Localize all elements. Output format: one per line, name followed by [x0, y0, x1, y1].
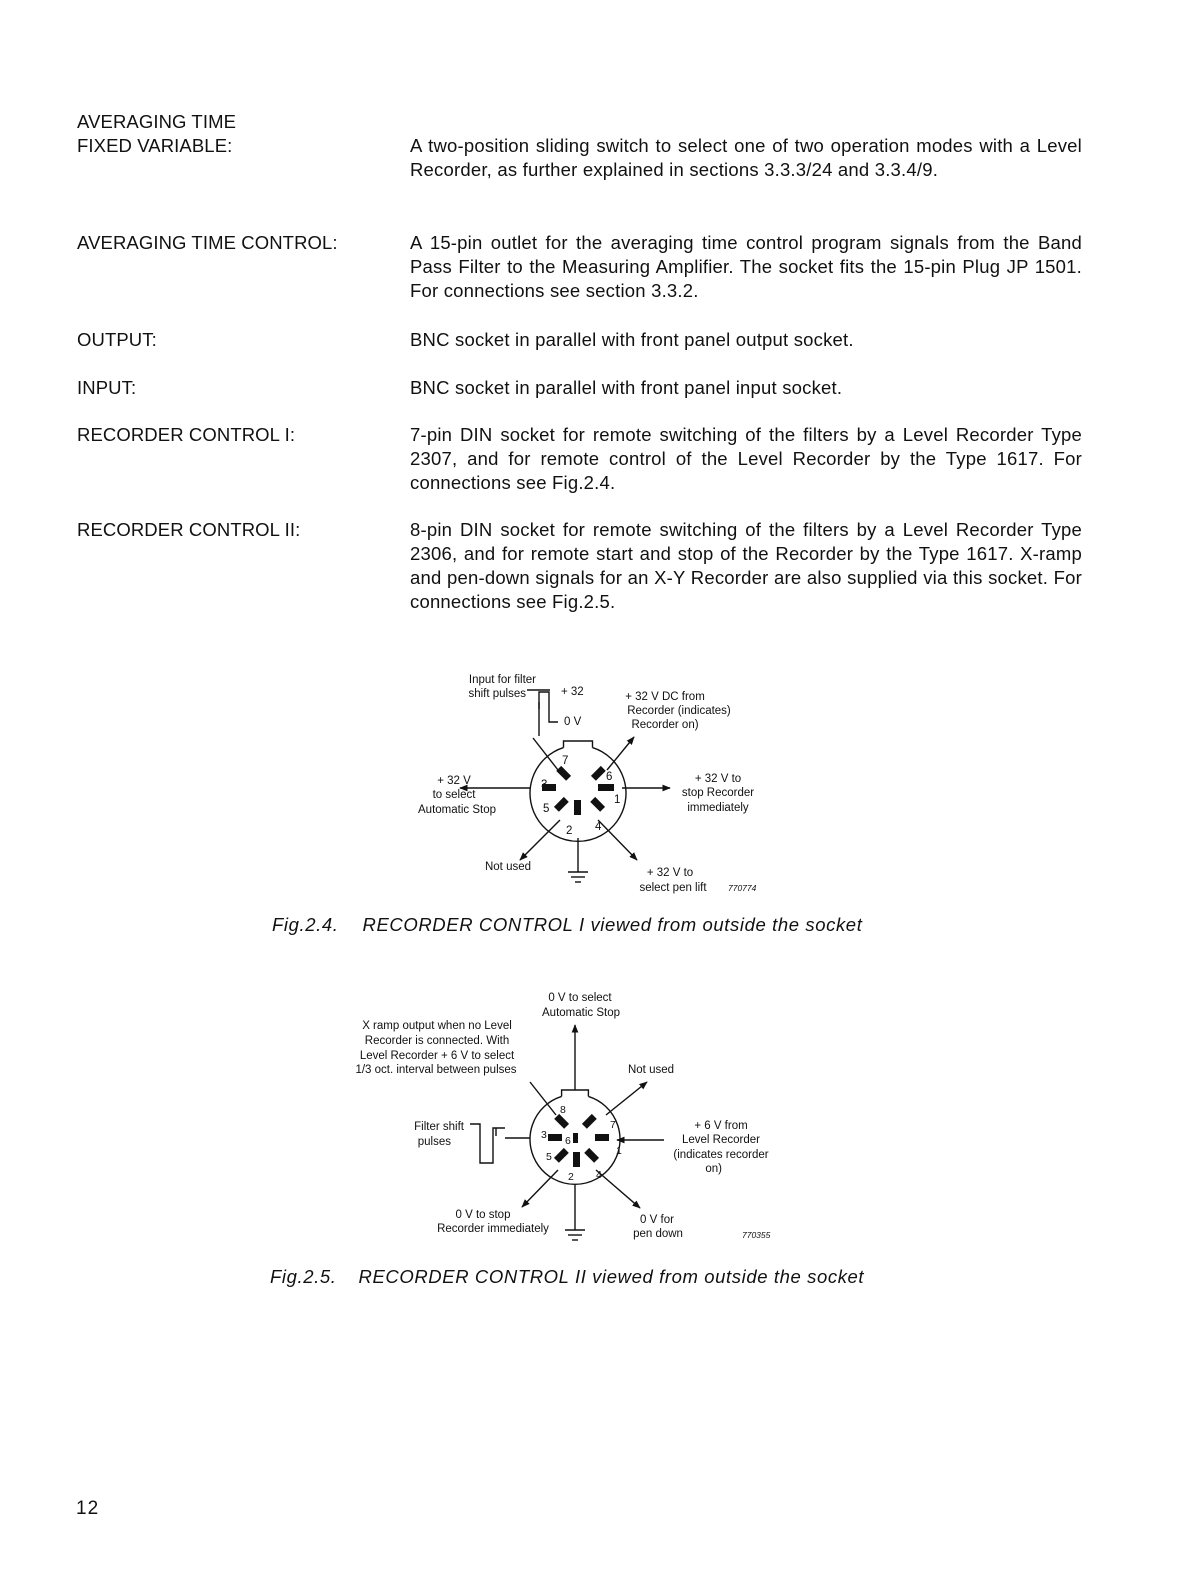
fig2-label-xramp-2: Recorder is connected. With [364, 1035, 510, 1047]
pin-label-4: 4 [595, 821, 602, 833]
fig2-label-xramp-3: Level Recorder + 6 V to select [359, 1050, 515, 1062]
fig1-label-plus32: + 32 [561, 686, 584, 698]
fig1-label-stop-rec-3: immediately [687, 802, 749, 814]
fig1-label-pen-lift-2: select pen lift [639, 882, 707, 894]
fig1-label-input-filter-2: shift pulses [468, 688, 526, 700]
fig2-label-auto-stop-1: 0 V to select [548, 992, 612, 1004]
definition-text-input: BNC socket in parallel with front panel input socket. [410, 377, 843, 398]
pin-label-1b: 1 [616, 1145, 622, 1157]
fig1-label-auto-stop-3: Automatic Stop [418, 804, 496, 816]
fig2-label-xramp-1: X ramp output when no Level [362, 1020, 512, 1032]
fig1-label-not-used: Not used [484, 861, 532, 873]
fig2-label-six-v-3: (indicates recorder [673, 1149, 769, 1161]
fig1-label-stop-rec-1: + 32 V to [694, 773, 742, 785]
definition-text-averaging-time: A two-position sliding switch to select one of two operation modes with a Level Recorder, as further explained in sections 3.3.3/24 and 3.3.4/9. [410, 135, 1082, 180]
figure-2-4-title: RECORDER CONTROL I viewed from outside the socket [362, 914, 863, 935]
figure-recorder-control-1-diagram [400, 665, 780, 905]
fig2-label-not-used: Not used [627, 1064, 675, 1076]
definition-text-recorder-control-2: 8-pin DIN socket for remote switching of the filters by a Level Recorder Type 2306, and for remote start and stop of the Recorder by the Type 1617. X-ramp and pen-down signals for an X-Y Recorder are also supplied via this socket. For connections see Fig.2.5. [410, 519, 1082, 612]
fig1-label-input-filter-1: Input for filter [468, 674, 536, 686]
fig1-label-dc-from-3: Recorder on) [631, 719, 699, 731]
definition-text-output: BNC socket in parallel with front panel output socket. [410, 329, 854, 350]
pin-label-4b: 4 [596, 1169, 602, 1181]
definition-label-averaging-time-control: AVERAGING TIME CONTROL: [77, 232, 338, 253]
fig2-label-filter-shift-1: Filter shift [414, 1121, 464, 1133]
fig1-label-auto-stop-1: + 32 V [437, 775, 471, 787]
pin-label-1: 1 [614, 794, 621, 806]
definition-label-recorder-control-1: RECORDER CONTROL I: [77, 424, 296, 445]
definition-text-recorder-control-1: 7-pin DIN socket for remote switching of the filters by a Level Recorder Type 2307, and for remote control of the Level Recorder by the Type 1617. For connections see Fig.2.4. [410, 424, 1082, 493]
figure-2-5-caption [270, 1266, 864, 1288]
definition-label-output: OUTPUT: [77, 329, 157, 350]
fig1-label-pen-lift-1: + 32 V to [646, 867, 694, 879]
fig2-label-six-v-1: + 6 V from [694, 1120, 748, 1132]
fig2-label-filter-shift-2: pulses [417, 1136, 451, 1148]
pin-label-3: 3 [541, 779, 548, 791]
pin-label-7b: 7 [610, 1119, 616, 1131]
fig2-label-pen-down-1: 0 V for [640, 1214, 674, 1226]
fig1-label-dc-from-1: + 32 V DC from [625, 691, 705, 703]
figure-2-5-title: RECORDER CONTROL II viewed from outside the socket [358, 1266, 865, 1287]
pin-label-2: 2 [566, 825, 573, 837]
pin-label-8: 8 [560, 1104, 566, 1116]
fig2-label-stop-rec-1: 0 V to stop [455, 1209, 511, 1221]
fig1-label-stop-rec-2: stop Recorder [681, 787, 755, 799]
fig1-label-auto-stop-2: to select [432, 789, 476, 801]
fig2-label-auto-stop-2: Automatic Stop [542, 1007, 620, 1019]
fig1-label-dc-from-2: Recorder (indicates) [627, 705, 731, 717]
pin-label-6b: 6 [565, 1135, 571, 1147]
figure-recorder-control-2-diagram [340, 985, 785, 1247]
fig2-code: 770355 [742, 1230, 771, 1240]
pin-label-3b: 3 [541, 1129, 547, 1141]
fig2-label-pen-down-2: pen down [633, 1228, 683, 1240]
definition-label-input: INPUT: [77, 377, 137, 398]
fig1-code: 770774 [728, 883, 757, 893]
pin-label-6: 6 [606, 771, 613, 783]
page-number: 12 [76, 1498, 100, 1519]
pin-label-5: 5 [543, 803, 550, 815]
fig2-label-stop-rec-2: Recorder immediately [437, 1223, 549, 1235]
definition-label-recorder-control-2: RECORDER CONTROL II: [77, 519, 301, 540]
figure-2-4-caption [272, 914, 862, 936]
figure-2-4-number: Fig.2.4. [272, 914, 339, 935]
fig2-label-six-v-4: on) [705, 1163, 722, 1175]
fig2-label-six-v-2: Level Recorder [682, 1134, 760, 1146]
definition-label-averaging-time: AVERAGING TIME FIXED VARIABLE: [77, 111, 237, 156]
definition-text-averaging-time-control: A 15-pin outlet for the averaging time control program signals from the Band Pass Filter to the Measuring Amplifier. The socket fits the 15-pin Plug JP 1501. For connections see section 3.3.2. [410, 232, 1082, 301]
fig2-label-xramp-4: 1/3 oct. interval between pulses [355, 1064, 517, 1076]
pin-label-7: 7 [562, 755, 569, 767]
fig1-label-zero-v: 0 V [564, 716, 582, 728]
pin-label-5b: 5 [546, 1151, 552, 1163]
figure-2-5-number: Fig.2.5. [270, 1266, 337, 1287]
pin-label-2b: 2 [568, 1171, 574, 1183]
